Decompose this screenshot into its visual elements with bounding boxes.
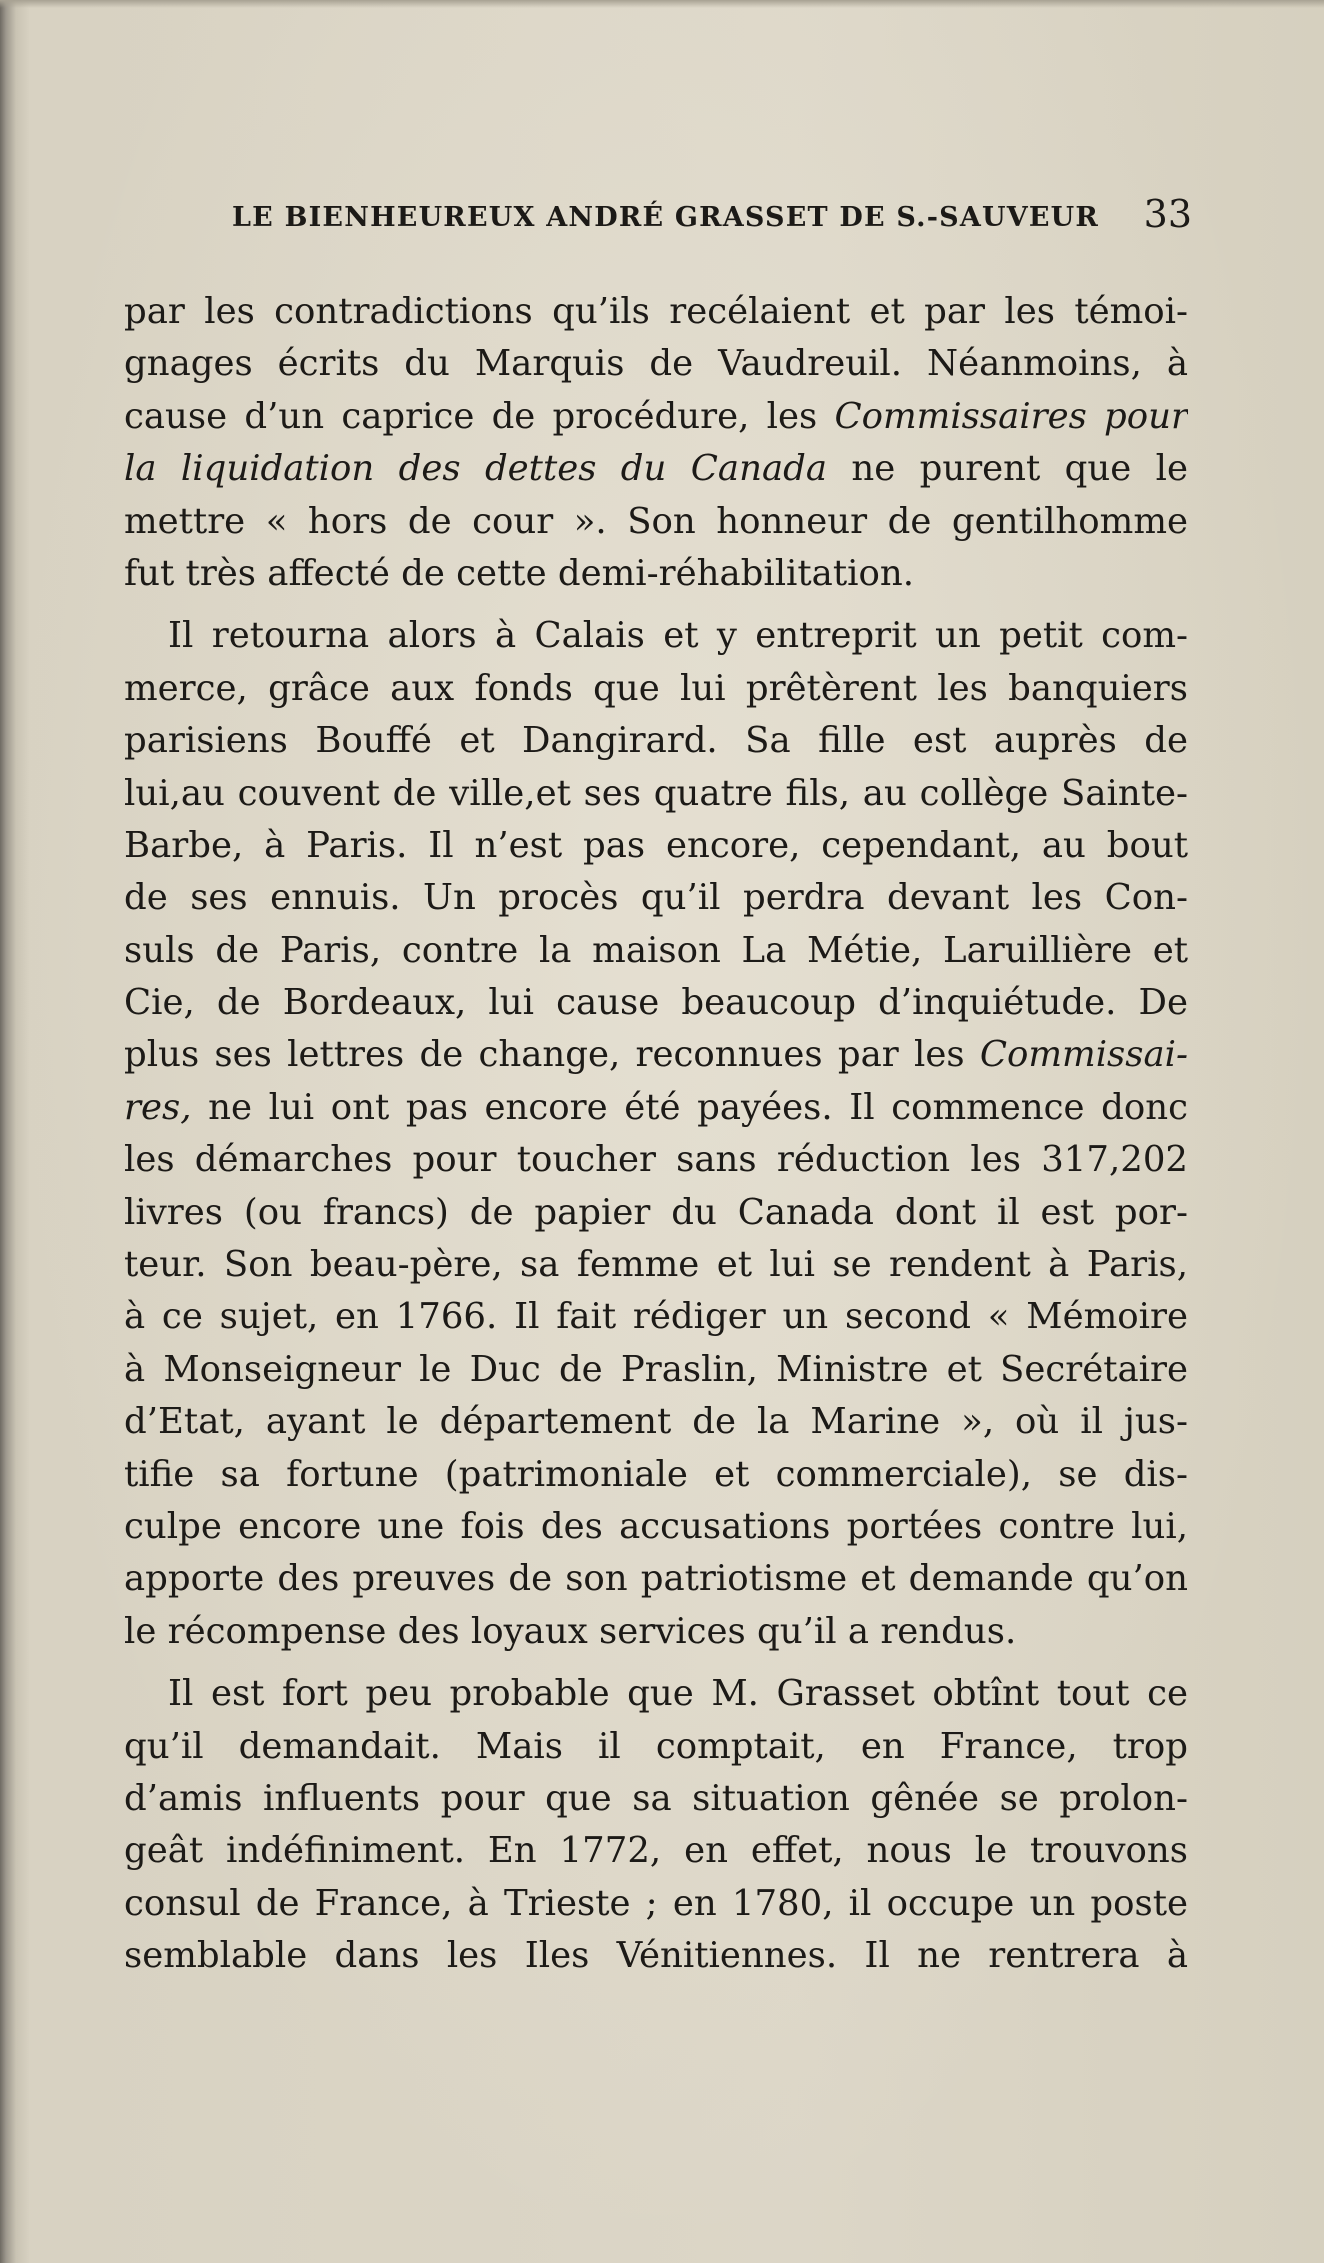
text-line: à Monseigneur le Duc de Praslin, Ministre et Secrétaire [124, 1348, 1188, 1390]
text-line: livres (ou francs) de papier du Canada dont il est por- [124, 1191, 1188, 1233]
text-line: par les contradictions qu’ils recélaient et par les témoi- [124, 291, 1188, 332]
text-line: geât indéfiniment. En 1772, en effet, nous le trouvons [124, 1830, 1188, 1872]
paragraph-3 [124, 1668, 1188, 1982]
text-line: Il est fort peu probable que M. Grasset obtînt tout ce [168, 1673, 1188, 1715]
text-line: semblable dans les Iles Vénitiennes. Il ne rentrera à [124, 1935, 1188, 1977]
text-line: merce, grâce aux fonds que lui prêtèrent les banquiers [124, 667, 1188, 709]
text-line [124, 391, 1188, 443]
text-line: tifie sa fortune (patrimoniale et commerciale), se dis- [124, 1453, 1188, 1495]
text-line: apporte des preuves de son patriotisme et demande qu’on [124, 1558, 1188, 1600]
text-line: à ce sujet, en 1766. Il fait rédiger un second « Mémoire [124, 1296, 1188, 1338]
text-line: le récompense des loyaux services qu’il a rendus. [124, 1610, 1017, 1652]
text-line: d’Etat, ayant le département de la Marine », où il jus- [124, 1401, 1188, 1443]
page-number: 33 [1143, 192, 1192, 236]
italic-title: Commissaires pour [834, 395, 1188, 437]
paragraph-2 [124, 610, 1188, 1658]
text-line [124, 1082, 1188, 1134]
text-line: Il retourna alors à Calais et y entreprit un petit com- [168, 615, 1188, 657]
text-line: qu’il demandait. Mais il comptait, en France, trop [124, 1725, 1188, 1767]
text-line: de ses ennuis. Un procès qu’il perdra devant les Con- [124, 877, 1188, 919]
italic-title: res, [124, 1086, 192, 1128]
text-line: lui,au couvent de ville,et ses quatre fils, au collège Sainte- [124, 772, 1188, 814]
text-line: Barbe, à Paris. Il n’est pas encore, cependant, au bout [124, 824, 1188, 866]
text-line [124, 1029, 1188, 1081]
paragraph-1 [124, 286, 1188, 600]
running-title: LE BIENHEUREUX ANDRÉ GRASSET DE S.-SAUVEUR [232, 202, 1100, 233]
page-top-edge [0, 0, 1324, 8]
body-text [124, 286, 1188, 1993]
text-span: ne lui ont pas encore été payées. Il commence donc [191, 1086, 1188, 1128]
text-line: gnages écrits du Marquis de Vaudreuil. Néanmoins, à [124, 343, 1188, 385]
text-span: ne purent que le [827, 448, 1188, 490]
text-line: mettre « hors de cour ». Son honneur de gentilhomme [124, 500, 1188, 542]
text-line: Cie, de Bordeaux, lui cause beaucoup d’inquiétude. De [124, 982, 1188, 1024]
text-span: cause d’un caprice de procédure, les [124, 395, 835, 437]
page-header [232, 192, 1192, 242]
text-line [124, 443, 1188, 495]
text-line: parisiens Bouffé et Dangirard. Sa fille est auprès de [124, 720, 1188, 762]
text-line: teur. Son beau-père, sa femme et lui se rendent à Paris, [124, 1244, 1188, 1286]
text-line: consul de France, à Trieste ; en 1780, il occupe un poste [124, 1882, 1188, 1924]
text-line: les démarches pour toucher sans réduction les 317,202 [124, 1139, 1188, 1181]
text-line: d’amis influents pour que sa situation gênée se prolon- [124, 1777, 1188, 1819]
italic-title: Commissai- [979, 1034, 1188, 1076]
text-span: plus ses lettres de change, reconnues par les [124, 1034, 980, 1076]
text-line: suls de Paris, contre la maison La Métie, Laruillière et [124, 929, 1188, 971]
text-line: culpe encore une fois des accusations portées contre lui, [124, 1505, 1188, 1547]
italic-title: la liquidation des dettes du Canada [124, 448, 828, 490]
text-line: fut très affecté de cette demi-réhabilitation. [124, 552, 914, 594]
